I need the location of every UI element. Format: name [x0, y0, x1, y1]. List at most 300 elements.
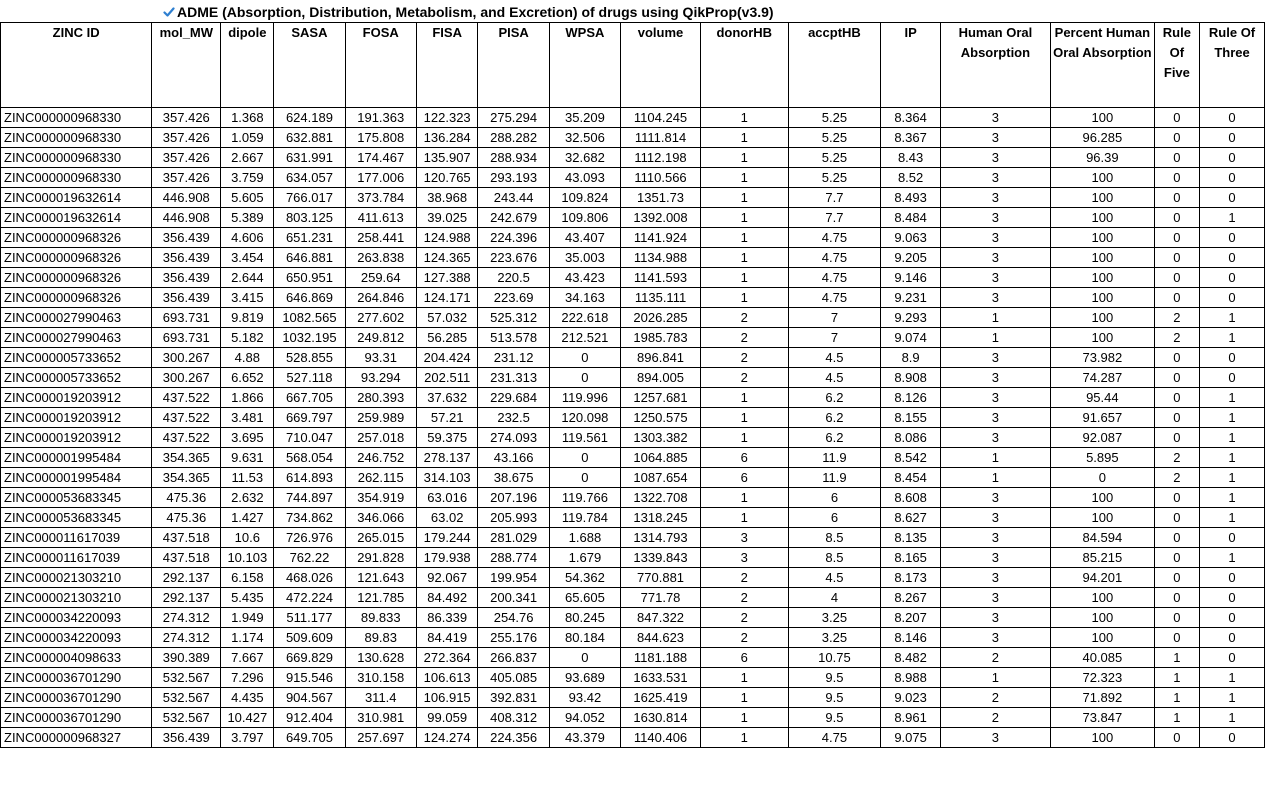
table-cell: 3: [940, 368, 1050, 388]
table-cell: 0: [1200, 108, 1265, 128]
table-cell: 6: [701, 448, 789, 468]
table-cell: 1: [1200, 548, 1265, 568]
table-cell: 528.855: [274, 348, 345, 368]
table-cell: 0: [1154, 288, 1199, 308]
table-cell: 3: [940, 728, 1050, 748]
table-cell: 5.25: [788, 168, 881, 188]
table-cell: 669.797: [274, 408, 345, 428]
table-cell: 1.174: [221, 628, 274, 648]
table-cell: 0: [549, 468, 620, 488]
zinc-id-cell: ZINC000005733652: [1, 368, 152, 388]
table-cell: 199.954: [478, 568, 549, 588]
table-cell: 177.006: [345, 168, 416, 188]
table-cell: 9.075: [881, 728, 940, 748]
table-cell: 100: [1051, 248, 1155, 268]
table-cell: 4.5: [788, 568, 881, 588]
table-cell: 3: [940, 488, 1050, 508]
table-cell: 8.5: [788, 548, 881, 568]
table-cell: 2: [701, 628, 789, 648]
table-cell: 4.75: [788, 248, 881, 268]
table-cell: 1: [1200, 408, 1265, 428]
table-cell: 10.75: [788, 648, 881, 668]
table-cell: 0: [549, 348, 620, 368]
zinc-id-cell: ZINC000036701290: [1, 668, 152, 688]
table-cell: 1104.245: [621, 108, 701, 128]
table-cell: 5.25: [788, 108, 881, 128]
table-cell: 1322.708: [621, 488, 701, 508]
table-cell: 1: [701, 508, 789, 528]
zinc-id-cell: ZINC000021303210: [1, 588, 152, 608]
table-cell: 0: [1154, 268, 1199, 288]
table-cell: 0: [1154, 588, 1199, 608]
table-row: [1, 428, 1265, 448]
table-row: [1, 328, 1265, 348]
table-cell: 100: [1051, 488, 1155, 508]
table-cell: 1135.111: [621, 288, 701, 308]
table-cell: 10.6: [221, 528, 274, 548]
table-cell: 5.389: [221, 208, 274, 228]
table-cell: 122.323: [416, 108, 478, 128]
table-cell: 4.606: [221, 228, 274, 248]
table-cell: 726.976: [274, 528, 345, 548]
table-cell: 0: [1200, 248, 1265, 268]
table-cell: 2.644: [221, 268, 274, 288]
table-cell: 0: [1154, 108, 1199, 128]
table-cell: 915.546: [274, 668, 345, 688]
table-cell: 272.364: [416, 648, 478, 668]
table-cell: 437.522: [152, 388, 221, 408]
table-cell: 634.057: [274, 168, 345, 188]
table-cell: 34.163: [549, 288, 620, 308]
table-cell: 0: [1154, 608, 1199, 628]
table-cell: 5.25: [788, 128, 881, 148]
table-cell: 124.365: [416, 248, 478, 268]
table-cell: 1392.008: [621, 208, 701, 228]
zinc-id-cell: ZINC000053683345: [1, 508, 152, 528]
table-cell: 119.996: [549, 388, 620, 408]
table-cell: 2: [940, 688, 1050, 708]
table-cell: 59.375: [416, 428, 478, 448]
table-cell: 2: [1154, 468, 1199, 488]
table-cell: 649.705: [274, 728, 345, 748]
table-cell: 631.991: [274, 148, 345, 168]
column-header: SASA: [274, 23, 345, 108]
zinc-id-cell: ZINC000019203912: [1, 388, 152, 408]
table-cell: 1: [1200, 508, 1265, 528]
table-cell: 2.667: [221, 148, 274, 168]
table-cell: 57.032: [416, 308, 478, 328]
table-cell: 274.312: [152, 628, 221, 648]
table-cell: 1: [1200, 448, 1265, 468]
table-cell: 1: [701, 388, 789, 408]
table-cell: 179.244: [416, 528, 478, 548]
table-cell: 7.7: [788, 208, 881, 228]
table-cell: 11.53: [221, 468, 274, 488]
table-cell: 222.618: [549, 308, 620, 328]
table-cell: 80.184: [549, 628, 620, 648]
table-cell: 1.368: [221, 108, 274, 128]
table-cell: 94.201: [1051, 568, 1155, 588]
table-cell: 1: [1154, 688, 1199, 708]
table-row: [1, 668, 1265, 688]
table-cell: 288.934: [478, 148, 549, 168]
table-cell: 525.312: [478, 308, 549, 328]
table-cell: 1181.188: [621, 648, 701, 668]
table-cell: 896.841: [621, 348, 701, 368]
table-cell: 136.284: [416, 128, 478, 148]
table-cell: 231.12: [478, 348, 549, 368]
table-cell: 11.9: [788, 448, 881, 468]
table-cell: 646.881: [274, 248, 345, 268]
table-cell: 1339.843: [621, 548, 701, 568]
column-header: Rule Of Five: [1154, 23, 1199, 108]
column-header: volume: [621, 23, 701, 108]
table-cell: 249.812: [345, 328, 416, 348]
zinc-id-cell: ZINC000005733652: [1, 348, 152, 368]
table-cell: 475.36: [152, 508, 221, 528]
table-cell: 204.424: [416, 348, 478, 368]
table-cell: 3: [940, 288, 1050, 308]
table-cell: 100: [1051, 728, 1155, 748]
zinc-id-cell: ZINC000000968330: [1, 148, 152, 168]
table-cell: 3: [940, 608, 1050, 628]
table-cell: 0: [1154, 368, 1199, 388]
table-cell: 106.613: [416, 668, 478, 688]
table-cell: 1: [701, 728, 789, 748]
table-cell: 532.567: [152, 668, 221, 688]
table-cell: 0: [549, 648, 620, 668]
table-cell: 100: [1051, 208, 1155, 228]
table-row: [1, 228, 1265, 248]
table-cell: 373.784: [345, 188, 416, 208]
table-cell: 3: [940, 408, 1050, 428]
table-cell: 3.25: [788, 608, 881, 628]
table-cell: 3: [940, 128, 1050, 148]
table-cell: 89.833: [345, 608, 416, 628]
table-cell: 99.059: [416, 708, 478, 728]
table-cell: 121.643: [345, 568, 416, 588]
table-cell: 1: [940, 328, 1050, 348]
table-cell: 669.829: [274, 648, 345, 668]
table-cell: 73.847: [1051, 708, 1155, 728]
table-cell: 2: [1154, 308, 1199, 328]
table-cell: 3: [940, 148, 1050, 168]
column-header: dipole: [221, 23, 274, 108]
table-cell: 3: [940, 348, 1050, 368]
table-row: [1, 508, 1265, 528]
table-cell: 844.623: [621, 628, 701, 648]
table-cell: 93.294: [345, 368, 416, 388]
table-cell: 43.379: [549, 728, 620, 748]
table-cell: 3: [940, 188, 1050, 208]
table-cell: 1: [1200, 468, 1265, 488]
table-cell: 0: [1154, 508, 1199, 528]
table-cell: 205.993: [478, 508, 549, 528]
table-cell: 0: [549, 448, 620, 468]
table-cell: 119.784: [549, 508, 620, 528]
table-cell: 293.193: [478, 168, 549, 188]
table-cell: 847.322: [621, 608, 701, 628]
table-cell: 0: [1200, 148, 1265, 168]
table-cell: 0: [1154, 728, 1199, 748]
table-cell: 2: [1154, 448, 1199, 468]
table-cell: 63.02: [416, 508, 478, 528]
table-cell: 0: [1200, 268, 1265, 288]
table-cell: 1: [701, 108, 789, 128]
zinc-id-cell: ZINC000001995484: [1, 468, 152, 488]
table-cell: 1: [940, 468, 1050, 488]
table-cell: 232.5: [478, 408, 549, 428]
table-cell: 35.003: [549, 248, 620, 268]
table-cell: 3: [940, 388, 1050, 408]
table-cell: 9.5: [788, 668, 881, 688]
zinc-id-cell: ZINC000000968326: [1, 228, 152, 248]
table-cell: 693.731: [152, 308, 221, 328]
zinc-id-cell: ZINC000000968330: [1, 128, 152, 148]
zinc-id-cell: ZINC000000968326: [1, 268, 152, 288]
table-cell: 0: [1154, 128, 1199, 148]
zinc-id-cell: ZINC000000968326: [1, 248, 152, 268]
table-cell: 3: [940, 268, 1050, 288]
table-cell: 74.287: [1051, 368, 1155, 388]
table-cell: 263.838: [345, 248, 416, 268]
table-cell: 771.78: [621, 588, 701, 608]
table-cell: 0: [1154, 528, 1199, 548]
table-cell: 100: [1051, 628, 1155, 648]
column-header: Human Oral Absorption: [940, 23, 1050, 108]
table-cell: 1: [1200, 688, 1265, 708]
table-cell: 475.36: [152, 488, 221, 508]
table-cell: 0: [1200, 228, 1265, 248]
table-cell: 3: [940, 528, 1050, 548]
table-cell: 8.988: [881, 668, 940, 688]
table-cell: 277.602: [345, 308, 416, 328]
table-cell: 1257.681: [621, 388, 701, 408]
table-cell: 1.059: [221, 128, 274, 148]
table-cell: 3.481: [221, 408, 274, 428]
table-cell: 0: [1200, 528, 1265, 548]
table-cell: 314.103: [416, 468, 478, 488]
table-cell: 3: [701, 548, 789, 568]
table-cell: 357.426: [152, 128, 221, 148]
table-cell: 72.323: [1051, 668, 1155, 688]
table-cell: 894.005: [621, 368, 701, 388]
table-cell: 2: [701, 308, 789, 328]
table-cell: 0: [1154, 628, 1199, 648]
table-cell: 651.231: [274, 228, 345, 248]
table-row: [1, 288, 1265, 308]
table-cell: 9.819: [221, 308, 274, 328]
table-cell: 9.5: [788, 708, 881, 728]
table-cell: 6.652: [221, 368, 274, 388]
checkmark-icon: [163, 6, 175, 18]
column-header: donorHB: [701, 23, 789, 108]
table-cell: 179.938: [416, 548, 478, 568]
table-cell: 84.492: [416, 588, 478, 608]
table-cell: 1: [701, 128, 789, 148]
table-cell: 513.578: [478, 328, 549, 348]
table-cell: 6.2: [788, 408, 881, 428]
table-cell: 8.086: [881, 428, 940, 448]
table-cell: 650.951: [274, 268, 345, 288]
table-row: [1, 588, 1265, 608]
table-cell: 1: [1154, 708, 1199, 728]
table-cell: 3: [940, 548, 1050, 568]
table-row: [1, 208, 1265, 228]
table-cell: 63.016: [416, 488, 478, 508]
table-cell: 310.981: [345, 708, 416, 728]
table-cell: 1134.988: [621, 248, 701, 268]
table-cell: 7.667: [221, 648, 274, 668]
column-header: FISA: [416, 23, 478, 108]
table-cell: 0: [1200, 188, 1265, 208]
table-cell: 2: [940, 708, 1050, 728]
table-title: ADME (Absorption, Distribution, Metabolism, and Excretion) of drugs using QikProp(v3.9): [177, 4, 774, 20]
table-row: [1, 688, 1265, 708]
table-cell: 2026.285: [621, 308, 701, 328]
table-cell: 8.482: [881, 648, 940, 668]
header-row: [1, 23, 1265, 108]
table-cell: 10.103: [221, 548, 274, 568]
table-cell: 0: [1154, 488, 1199, 508]
table-cell: 3: [940, 428, 1050, 448]
table-cell: 0: [1154, 168, 1199, 188]
table-cell: 446.908: [152, 188, 221, 208]
table-cell: 100: [1051, 188, 1155, 208]
table-cell: 1: [1200, 488, 1265, 508]
table-cell: 0: [1154, 208, 1199, 228]
zinc-id-cell: ZINC000036701290: [1, 688, 152, 708]
table-cell: 1: [1200, 208, 1265, 228]
table-cell: 259.64: [345, 268, 416, 288]
table-cell: 354.365: [152, 468, 221, 488]
table-cell: 0: [1154, 548, 1199, 568]
table-body: [1, 108, 1265, 748]
table-cell: 119.561: [549, 428, 620, 448]
table-cell: 11.9: [788, 468, 881, 488]
table-cell: 243.44: [478, 188, 549, 208]
table-cell: 100: [1051, 328, 1155, 348]
table-cell: 1: [940, 668, 1050, 688]
table-cell: 2: [701, 368, 789, 388]
column-header: Rule Of Three: [1200, 23, 1265, 108]
table-cell: 174.467: [345, 148, 416, 168]
table-cell: 40.085: [1051, 648, 1155, 668]
table-cell: 212.521: [549, 328, 620, 348]
table-cell: 437.522: [152, 428, 221, 448]
table-cell: 411.613: [345, 208, 416, 228]
table-row: [1, 348, 1265, 368]
table-cell: 0: [1200, 128, 1265, 148]
table-cell: 100: [1051, 308, 1155, 328]
zinc-id-cell: ZINC000000968327: [1, 728, 152, 748]
table-cell: 4.5: [788, 368, 881, 388]
table-cell: 281.029: [478, 528, 549, 548]
table-row: [1, 268, 1265, 288]
table-cell: 354.365: [152, 448, 221, 468]
table-cell: 1: [701, 208, 789, 228]
table-cell: 0: [1154, 408, 1199, 428]
zinc-id-cell: ZINC000011617039: [1, 528, 152, 548]
table-row: [1, 248, 1265, 268]
table-cell: 1985.783: [621, 328, 701, 348]
table-cell: 1032.195: [274, 328, 345, 348]
table-cell: 1314.793: [621, 528, 701, 548]
table-cell: 0: [1154, 348, 1199, 368]
table-cell: 1064.885: [621, 448, 701, 468]
table-cell: 1: [701, 668, 789, 688]
table-cell: 1.679: [549, 548, 620, 568]
zinc-id-cell: ZINC000019632614: [1, 208, 152, 228]
zinc-id-cell: ZINC000027990463: [1, 308, 152, 328]
table-cell: 100: [1051, 508, 1155, 528]
table-cell: 1: [701, 708, 789, 728]
table-cell: 527.118: [274, 368, 345, 388]
table-cell: 3: [940, 208, 1050, 228]
table-cell: 8.52: [881, 168, 940, 188]
table-cell: 246.752: [345, 448, 416, 468]
table-cell: 1: [701, 488, 789, 508]
table-cell: 1: [701, 148, 789, 168]
table-cell: 57.21: [416, 408, 478, 428]
table-cell: 1.688: [549, 528, 620, 548]
column-header: accptHB: [788, 23, 881, 108]
table-cell: 96.39: [1051, 148, 1155, 168]
table-cell: 0: [1200, 588, 1265, 608]
table-cell: 311.4: [345, 688, 416, 708]
table-cell: 8.5: [788, 528, 881, 548]
table-cell: 1: [1154, 668, 1199, 688]
table-cell: 356.439: [152, 288, 221, 308]
table-cell: 257.018: [345, 428, 416, 448]
table-cell: 93.689: [549, 668, 620, 688]
table-cell: 472.224: [274, 588, 345, 608]
table-cell: 3: [940, 228, 1050, 248]
table-cell: 0: [1200, 288, 1265, 308]
table-cell: 1: [1200, 388, 1265, 408]
table-cell: 109.824: [549, 188, 620, 208]
table-cell: 1: [1200, 308, 1265, 328]
table-cell: 0: [1200, 728, 1265, 748]
table-cell: 1: [940, 308, 1050, 328]
table-cell: 1250.575: [621, 408, 701, 428]
table-cell: 264.846: [345, 288, 416, 308]
zinc-id-cell: ZINC000000968330: [1, 108, 152, 128]
table-cell: 8.484: [881, 208, 940, 228]
table-cell: 254.76: [478, 608, 549, 628]
table-cell: 4.5: [788, 348, 881, 368]
zinc-id-cell: ZINC000011617039: [1, 548, 152, 568]
table-cell: 3: [940, 628, 1050, 648]
table-cell: 1: [1154, 648, 1199, 668]
table-cell: 1625.419: [621, 688, 701, 708]
table-cell: 274.093: [478, 428, 549, 448]
table-cell: 9.231: [881, 288, 940, 308]
table-row: [1, 148, 1265, 168]
table-cell: 5.435: [221, 588, 274, 608]
table-cell: 0: [1200, 168, 1265, 188]
table-cell: 259.989: [345, 408, 416, 428]
table-cell: 1630.814: [621, 708, 701, 728]
table-cell: 1: [701, 168, 789, 188]
table-cell: 2: [701, 348, 789, 368]
table-cell: 9.023: [881, 688, 940, 708]
table-cell: 0: [1154, 388, 1199, 408]
table-cell: 0: [1154, 148, 1199, 168]
table-cell: 109.806: [549, 208, 620, 228]
table-cell: 292.137: [152, 588, 221, 608]
table-cell: 0: [549, 368, 620, 388]
